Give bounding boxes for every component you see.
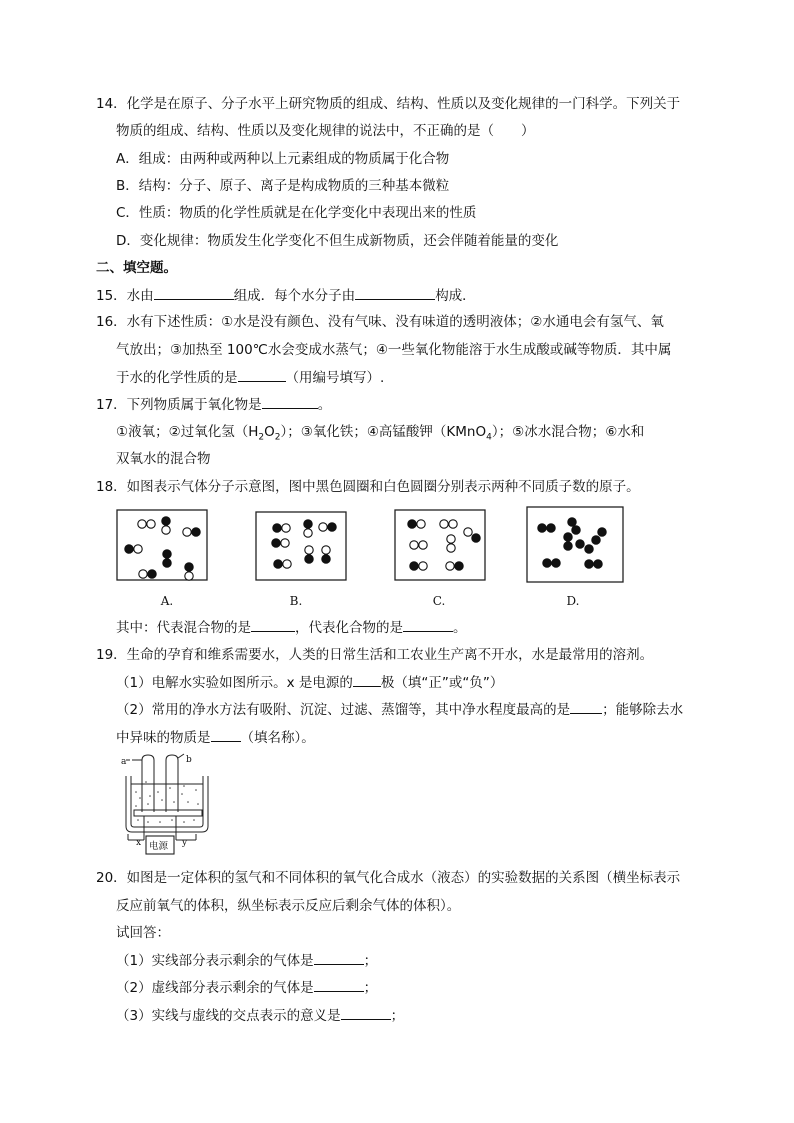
q19-text-1: （1）电解水实验如图所示。x 是电源的 <box>116 675 353 691</box>
q16-text: 于水的化学性质的是 <box>116 370 238 386</box>
q16-blank[interactable] <box>238 367 286 382</box>
q17-options-d: ）；⑤冰水混合物；⑥水和 <box>491 424 645 440</box>
q15-text-2: 组成．每个水分子由 <box>233 288 356 304</box>
q19-text-2: 极（填“正”或“负”） <box>380 675 504 691</box>
q18-text-1: 其中：代表混合物的是 <box>116 620 251 636</box>
q19-text-5: 中异味的物质是 <box>116 730 211 746</box>
q19-blank-method[interactable] <box>570 699 602 714</box>
q20-text-1-end: ； <box>363 953 378 969</box>
q20-sub1 <box>116 950 377 971</box>
q20-line1: 20．如图是一定体积的氢气和不同体积的氧气化合成水（液态）的实验数据的关系图（横坐标表示 <box>96 870 681 886</box>
q17-options-a: ①液氧；②过氧化氢（H <box>116 424 259 440</box>
q20-text-1: （1）实线部分表示剩余的气体是 <box>116 953 314 969</box>
power-label: 电源 <box>149 841 169 852</box>
q18-text-2: ，代表化合物的是 <box>295 620 403 636</box>
q14-line2: 物质的组成、结构、性质以及变化规律的说法中，不正确的是（ ） <box>116 123 535 139</box>
q20-blank-2[interactable] <box>314 977 364 992</box>
section-heading: 二、填空题。 <box>96 260 177 276</box>
q14-option-c: C．性质：物质的化学性质就是在化学变化中表现出来的性质 <box>116 205 477 221</box>
q18-blank-mixture[interactable] <box>251 617 295 632</box>
q14-option-d: D．变化规律：物质发生化学变化不但生成新物质，还会伴随着能量的变化 <box>116 233 559 249</box>
subscript: 2 <box>274 432 281 443</box>
diagram-d <box>527 507 623 582</box>
q14-line1: 14．化学是在原子、分子水平上研究物质的组成、结构、性质以及变化规律的一门科学。下列关于 <box>96 96 681 112</box>
q19-blank-pole[interactable] <box>353 672 381 687</box>
q15-text-1: 15．水由 <box>96 288 154 304</box>
q17-options-c: ）；③氧化铁；④高锰酸钾（KMnO <box>280 424 487 440</box>
q17-text: 17．下列物质属于氧化物是 <box>96 397 262 413</box>
q16-line1: 16．水有下述性质：①水是没有颜色、没有气味、没有味道的透明液体；②水通电会有氢气、氧 <box>96 314 664 330</box>
q16-text-end: （用编号填写）. <box>285 370 385 386</box>
q19-text-6: （填名称）。 <box>240 730 315 746</box>
q19-line4 <box>116 727 315 748</box>
subscript: 4 <box>486 432 492 443</box>
q17-line3: 双氧水的混合物 <box>116 451 211 467</box>
q16-line2: 气放出；③加热至 100℃水会变成水蒸气；④一些氧化物能溶于水生成酸或碱等物质．其中属 <box>116 342 672 358</box>
q20-text-2: （2）虚线部分表示剩余的气体是 <box>116 980 314 996</box>
q16-line3 <box>116 367 384 388</box>
q20-text-3: （3）实线与虚线的交点表示的意义是 <box>116 1008 341 1024</box>
label-b: b <box>186 755 192 765</box>
q20-text-2-end: ； <box>363 980 378 996</box>
q19-text-4: ；能够除去水 <box>602 702 684 718</box>
q20-sub3 <box>116 1005 404 1026</box>
q18-line1: 18．如图表示气体分子示意图，图中黑色圆圈和白色圆圈分别表示两种不同质子数的原子。 <box>96 479 640 495</box>
label-x: x <box>136 838 142 848</box>
q18-answer-line <box>116 617 467 638</box>
q15-blank-2[interactable] <box>355 285 435 300</box>
q15-line <box>96 285 476 306</box>
electrolysis-diagram <box>118 752 218 860</box>
diagram-c <box>395 510 485 580</box>
label-a: a <box>121 757 127 767</box>
diagram-a <box>117 510 207 580</box>
q17-options-b: O <box>264 424 275 440</box>
q20-text-3-end: ； <box>390 1008 405 1024</box>
q15-text-3: 构成． <box>435 288 476 304</box>
q20-line3: 试回答： <box>116 925 170 941</box>
q20-sub2 <box>116 977 377 998</box>
q19-text-3: （2）常用的净水方法有吸附、沉淀、过滤、蒸馏等，其中净水程度最高的是 <box>116 702 571 718</box>
caption-d: D. <box>566 594 580 608</box>
q19-line3 <box>116 699 683 720</box>
q18-blank-compound[interactable] <box>403 617 453 632</box>
q19-line1: 19．生命的孕育和维系需要水，人类的日常生活和工农业生产离不开水，水是最常用的溶剂。 <box>96 647 654 663</box>
q17-blank[interactable] <box>262 394 318 409</box>
q19-line2 <box>116 672 503 693</box>
q17-line1 <box>96 394 331 415</box>
caption-a: A. <box>160 594 174 608</box>
subscript: 2 <box>258 432 265 443</box>
q20-line2: 反应前氧气的体积，纵坐标表示反应后剩余气体的体积）。 <box>116 898 461 914</box>
label-y: y <box>182 838 188 848</box>
q19-blank-substance[interactable] <box>211 727 241 742</box>
q17-text-end: 。 <box>317 397 332 413</box>
q17-line2 <box>116 422 644 448</box>
q15-blank-1[interactable] <box>154 285 234 300</box>
caption-b: B. <box>289 594 303 608</box>
q20-blank-3[interactable] <box>341 1005 391 1020</box>
diagram-b <box>256 512 346 580</box>
q18-text-3: 。 <box>453 620 467 636</box>
q20-blank-1[interactable] <box>314 950 364 965</box>
q14-option-a: A．组成：由两种或两种以上元素组成的物质属于化合物 <box>116 151 450 167</box>
caption-c: C. <box>432 594 446 608</box>
q14-option-b: B．结构：分子、原子、离子是构成物质的三种基本微粒 <box>116 178 450 194</box>
